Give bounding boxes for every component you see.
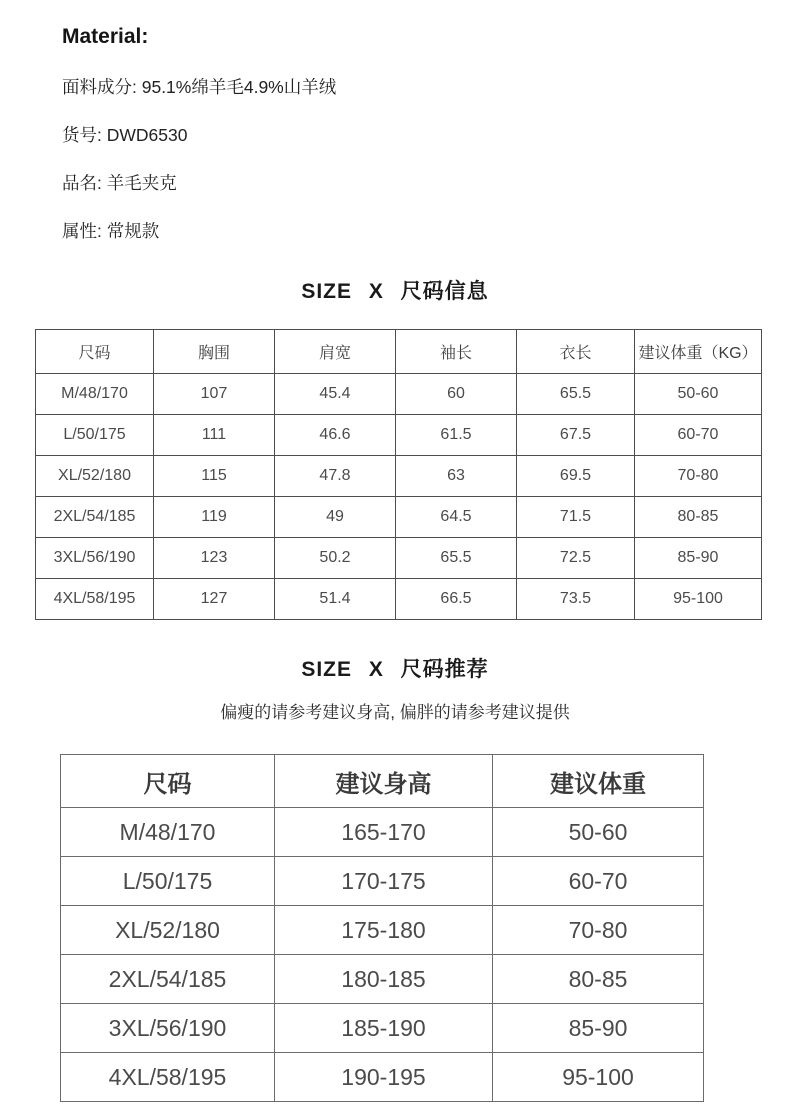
table-cell: 175-180 [275,906,493,955]
table-cell: M/48/170 [36,374,154,415]
table-cell: 4XL/58/195 [61,1053,275,1102]
table-cell: 71.5 [517,497,635,538]
table-cell: 190-195 [275,1053,493,1102]
table-cell: 50-60 [635,374,762,415]
table-cell: 50-60 [493,808,704,857]
table-cell: 80-85 [635,497,762,538]
table-cell: 49 [275,497,396,538]
table-row [36,456,762,497]
table-cell: 73.5 [517,579,635,620]
column-header: 建议体重 [493,755,704,808]
table-cell: 64.5 [396,497,517,538]
table-cell: 107 [154,374,275,415]
table-cell: 95-100 [493,1053,704,1102]
table-cell: L/50/175 [61,857,275,906]
table-cell: 111 [154,415,275,456]
table-cell: 70-80 [493,906,704,955]
table-cell: 65.5 [517,374,635,415]
column-header: 建议身高 [275,755,493,808]
table-row [36,374,762,415]
table-cell: 85-90 [635,538,762,579]
table-cell: 2XL/54/185 [36,497,154,538]
table-cell: 3XL/56/190 [61,1004,275,1053]
table-cell: 51.4 [275,579,396,620]
table-cell: 65.5 [396,538,517,579]
table-cell: 60 [396,374,517,415]
table-row [61,808,704,857]
table-cell: M/48/170 [61,808,275,857]
table-cell: 60-70 [635,415,762,456]
table-row [61,1004,704,1053]
table-cell: 170-175 [275,857,493,906]
table-cell: 185-190 [275,1004,493,1053]
product-name-line: 品名: 羊毛夹克 [62,173,177,193]
column-header: 衣长 [517,330,635,374]
table-cell: 45.4 [275,374,396,415]
table-row [36,415,762,456]
material-heading: Material: [62,25,149,48]
table-cell: 180-185 [275,955,493,1004]
table-cell: 80-85 [493,955,704,1004]
size-recommendation-note: 偏瘦的请参考建议身高, 偏胖的请参考建议提供 [220,703,570,722]
size-info-title: SIZE X 尺码信息 [301,280,489,303]
table-row [61,906,704,955]
size-chart-page [0,24,790,1120]
table-cell: 2XL/54/185 [61,955,275,1004]
table-cell: 3XL/56/190 [36,538,154,579]
table-cell: 165-170 [275,808,493,857]
table-cell: XL/52/180 [36,456,154,497]
table-cell: 95-100 [635,579,762,620]
table-cell: 70-80 [635,456,762,497]
size-info-table [35,329,762,620]
table-row [61,955,704,1004]
table-row [61,857,704,906]
column-header: 胸围 [154,330,275,374]
table-cell: 47.8 [275,456,396,497]
item-number-line: 货号: DWD6530 [62,125,188,145]
table-cell: 46.6 [275,415,396,456]
table-cell: 63 [396,456,517,497]
table-cell: L/50/175 [36,415,154,456]
table-row [36,579,762,620]
table-cell: 127 [154,579,275,620]
table-cell: 85-90 [493,1004,704,1053]
table-cell: XL/52/180 [61,906,275,955]
table-row [61,1053,704,1102]
table-cell: 119 [154,497,275,538]
table-cell: 72.5 [517,538,635,579]
size-recommendation-table [60,754,704,1102]
table-row [36,538,762,579]
fabric-composition-line: 面料成分: 95.1%绵羊毛4.9%山羊绒 [62,77,337,97]
table-cell: 66.5 [396,579,517,620]
size-recommendation-title: SIZE X 尺码推荐 [301,658,489,681]
table-cell: 69.5 [517,456,635,497]
column-header: 肩宽 [275,330,396,374]
column-header: 尺码 [36,330,154,374]
header-row [36,330,762,374]
table-cell: 4XL/58/195 [36,579,154,620]
table-cell: 67.5 [517,415,635,456]
column-header: 袖长 [396,330,517,374]
table-row [36,497,762,538]
header-row [61,755,704,808]
table-cell: 61.5 [396,415,517,456]
table-cell: 50.2 [275,538,396,579]
table-cell: 115 [154,456,275,497]
column-header: 尺码 [61,755,275,808]
table-cell: 123 [154,538,275,579]
table-cell: 60-70 [493,857,704,906]
attribute-line: 属性: 常规款 [62,221,160,241]
column-header: 建议体重（KG） [635,330,762,374]
